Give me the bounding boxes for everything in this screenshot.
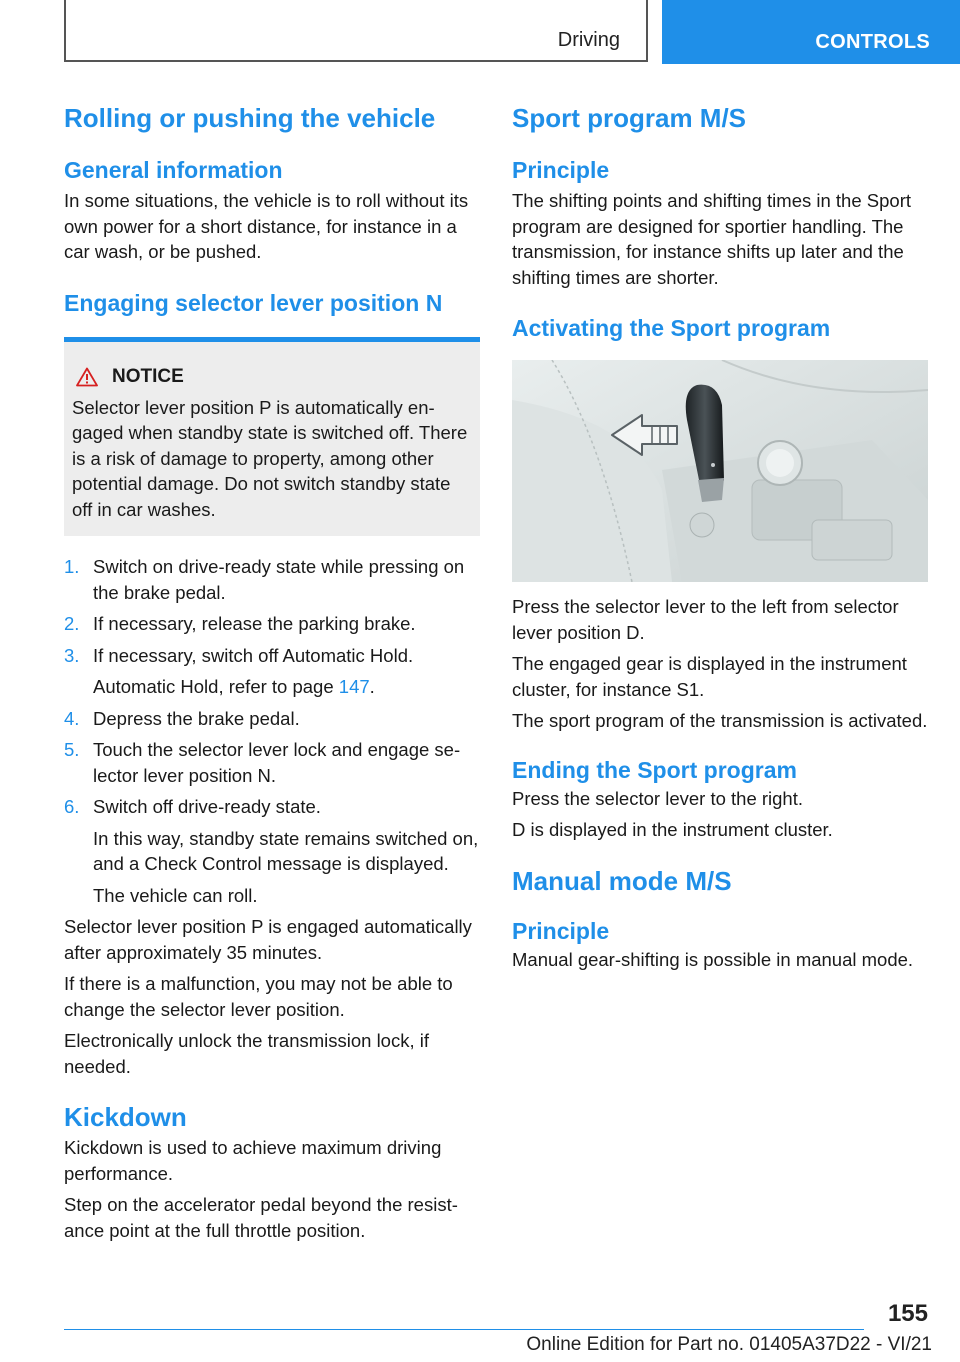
heading-principle-manual: Principle — [512, 917, 610, 944]
step-number: 4. — [64, 707, 80, 729]
paragraph-auto-p: Selector lever position P is engaged automatically after approximately 35 minutes. — [64, 916, 472, 963]
step-text: If necessary, switch off Automatic Hold. — [93, 644, 414, 666]
list-item — [64, 611, 480, 637]
heading-manual-mode: Manual mode M/S — [512, 865, 732, 896]
paragraph-principle-sport: The shifting points and shifting times in the Sport program are designed for sportier handling. The transmission, for instance shifts up later and the shifting times are shorter. — [512, 190, 911, 288]
footer-divider — [64, 1329, 864, 1330]
step-text: Touch the selector lever lock and engage selector lever position N. — [93, 739, 461, 786]
list-item — [64, 706, 480, 732]
step-text: Switch on drive-ready state while pressing on the brake pedal. — [93, 556, 465, 603]
step-number: 2. — [64, 613, 80, 634]
paragraph-principle-manual: Manual gear-shifting is possible in manual mode. — [512, 948, 914, 970]
notice-title-text: NOTICE — [112, 365, 184, 387]
paragraph-ending-2: D is displayed in the instrument cluster. — [512, 819, 833, 840]
list-item — [64, 737, 480, 788]
paragraph-ending-1: Press the selector lever to the right. — [512, 787, 803, 809]
paragraph-unlock: Electronically unlock the transmission lock, if needed. — [64, 1030, 430, 1077]
step-text: Depress the brake pedal. — [93, 707, 300, 729]
warning-triangle-icon — [76, 367, 98, 387]
paragraph-general: In some situations, the vehicle is to roll without its own power for a short distance, for instance in a car wash, or be pushed. — [64, 190, 469, 262]
step-text: The vehicle can roll. — [93, 884, 258, 906]
paragraph-malfunction: If there is a malfunction, you may not be able to change the selector lever position. — [64, 973, 453, 1020]
step-number: 5. — [64, 739, 80, 760]
heading-general-information: General information — [64, 157, 283, 183]
step-text: In this way, standby state remains switched on, and a Check Control message is displayed. — [93, 827, 479, 874]
header-chapter-tab — [662, 0, 960, 64]
notice-box — [64, 337, 480, 537]
page-reference-end: . — [369, 676, 375, 697]
right-column — [512, 100, 928, 972]
heading-sport-program: Sport program M/S — [512, 103, 747, 133]
step-number: 3. — [64, 644, 80, 666]
left-column — [64, 100, 480, 1243]
steps-list — [64, 554, 480, 908]
footer-edition: Online Edition for Part no. 01405A37D22 - VI/21 — [526, 1334, 932, 1355]
heading-activating-sport: Activating the Sport program — [512, 315, 831, 341]
heading-principle-sport: Principle — [512, 157, 610, 183]
step-text: Switch off drive-ready state. — [93, 796, 321, 817]
paragraph-kickdown-2: Step on the accelerator pedal beyond the resistance point at the full throttle position. — [64, 1194, 458, 1241]
page-number: 155 — [887, 1300, 928, 1327]
heading-kickdown: Kickdown — [64, 1102, 187, 1132]
heading-engaging-n: Engaging selector lever position N — [64, 289, 443, 316]
list-item — [64, 643, 480, 700]
paragraph-activate-3: The sport program of the transmission is activated. — [512, 710, 928, 731]
page-reference-link[interactable]: 147 — [338, 676, 370, 697]
heading-rolling: Rolling or pushing the vehicle — [64, 103, 436, 133]
header-section-box — [64, 0, 648, 62]
paragraph-kickdown-1: Kickdown is used to achieve maximum driving performance. — [64, 1137, 442, 1184]
step-number: 1. — [64, 556, 80, 577]
header-section-label: Driving — [557, 29, 620, 51]
heading-ending-sport: Ending the Sport program — [512, 756, 797, 783]
list-item — [64, 794, 480, 908]
notice-title — [72, 364, 470, 390]
page-reference-text: Automatic Hold, refer to page — [93, 676, 339, 697]
page-reference — [93, 674, 413, 700]
step-text: If necessary, release the parking brake. — [93, 613, 416, 634]
list-item — [64, 554, 480, 605]
gear-selector-illustration — [512, 360, 928, 582]
header-chapter-label: CONTROLS — [815, 31, 930, 53]
paragraph-activate-1: Press the selector lever to the left from selector lever position D. — [512, 596, 899, 643]
step-number: 6. — [64, 796, 80, 817]
notice-text: Selector lever position P is automatically engaged when standby state is switched off. There is a risk of damage to property, among other potential damage. Do not switch standby state off in car washes. — [72, 396, 468, 520]
paragraph-activate-2: The engaged gear is displayed in the instrument cluster, for instance S1. — [512, 653, 907, 700]
